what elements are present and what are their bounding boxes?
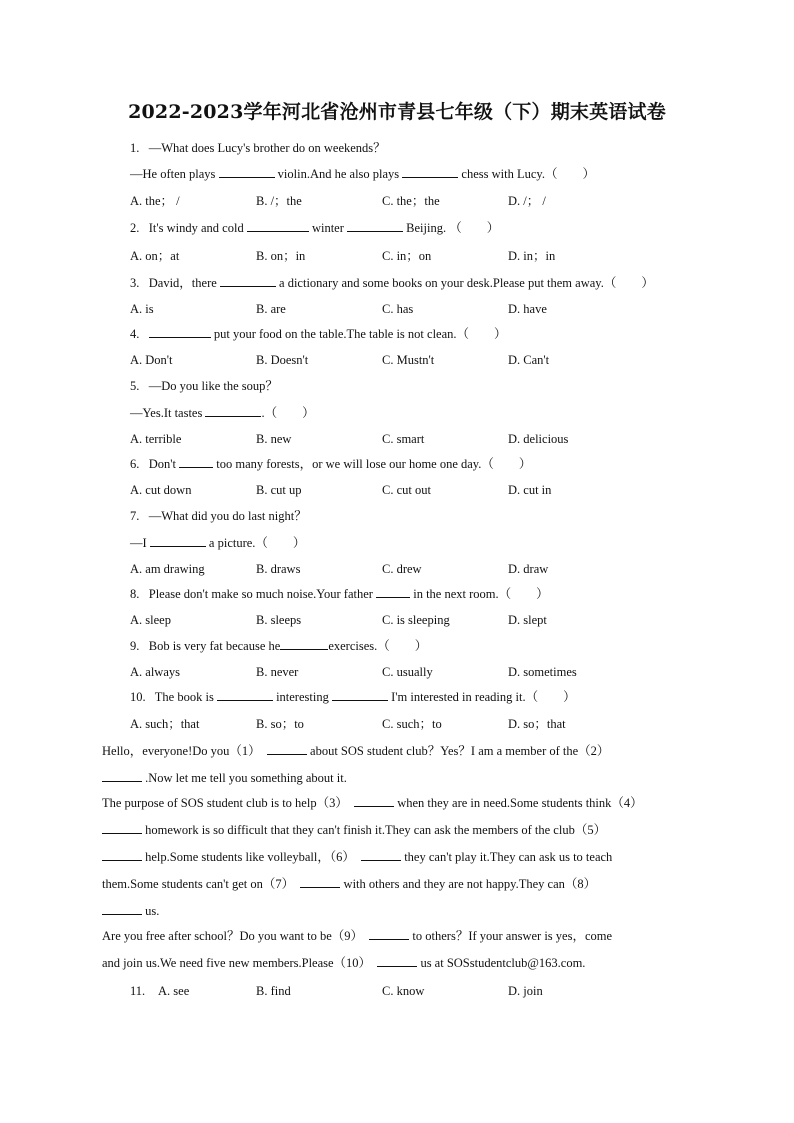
question-9-stem [130,638,427,654]
option-d: D. /； / [508,194,546,208]
question-text: .（ ） [261,406,315,420]
question-number: 4. [130,327,140,341]
option-c: C. cut out [382,483,431,497]
question-number: 6. [130,457,140,471]
option-d: D. in；in [508,249,556,263]
question-text: Beijing. （ ） [406,221,500,235]
option-b: B. on；in [256,249,306,263]
option-c: C. has [382,302,414,316]
passage-text: about SOS student club？Yes？I am a member of the（2） [310,744,610,758]
option-c: C. usually [382,665,433,679]
answer-blank [402,166,458,178]
question-text: winter [311,221,344,235]
option-c: C. in；on [382,249,432,263]
answer-blank [102,849,142,861]
question-text: Bob is very fat because he [148,639,281,653]
passage-text: us. [145,904,160,918]
question-number: 2. [130,221,140,235]
question-text: Please don't make so much noise.Your father [148,587,373,601]
answer-blank [376,586,410,598]
option-d: D. Can't [508,353,550,367]
question-6-stem [130,456,531,472]
passage-text: with others and they are not happy.They can（8） [343,877,597,891]
question-number: 8. [130,587,140,601]
question-text: —Yes.It tastes [130,406,203,420]
passage-line [102,955,585,971]
passage-line [102,928,612,944]
question-text: —Do you like the soup？ [148,379,278,393]
option-a: A. see [158,984,190,998]
option-d: D. sometimes [508,665,577,679]
answer-blank [220,275,276,287]
answer-blank [150,535,206,547]
option-d: D. join [508,984,543,998]
question-number: 9. [130,639,140,653]
option-b: B. draws [256,562,301,576]
option-a: A. on；at [130,249,180,263]
option-a: A. always [130,665,180,679]
answer-blank [369,928,409,940]
question-text: The book is [154,690,214,704]
question-text: a picture.（ ） [208,536,306,550]
question-text: I'm interested in reading it.（ ） [391,690,576,704]
answer-blank [267,743,307,755]
question-2-stem [130,220,499,236]
passage-text: us at SOSstudentclub@163.com. [420,956,586,970]
exam-title: 2022-2023学年河北省沧州市青县七年级（下）期末英语试卷 [128,101,666,123]
answer-blank [149,326,211,338]
answer-blank [280,638,328,650]
question-number: 10. [130,690,146,704]
option-a: A. sleep [130,613,171,627]
passage-text: Hello，everyone!Do you（1） [102,744,261,758]
question-text: —What does Lucy's brother do on weekends？ [148,141,386,155]
question-text: interesting [276,690,329,704]
answer-blank [217,689,273,701]
question-text: Don't [148,457,177,471]
option-c: C. know [382,984,425,998]
passage-line [102,822,606,838]
passage-text: Are you free after school？Do you want to be（9） [102,929,364,943]
option-b: B. sleeps [256,613,302,627]
passage-text: when they are in need.Some students think（4） [397,796,643,810]
passage-line [102,903,159,919]
passage-line [102,770,347,786]
question-1-line-2 [130,166,595,182]
question-text: —What did you do last night？ [148,509,307,523]
answer-blank [205,405,261,417]
question-7-stem [130,508,307,524]
passage-line [102,795,643,811]
question-11-number: 11. [130,984,146,998]
passage-text: help.Some students like volleyball，（6） [145,850,355,864]
option-d: D. delicious [508,432,569,446]
option-c: C. Mustn't [382,353,435,367]
answer-blank [102,903,142,915]
passage-text: .Now let me tell you something about it. [145,771,347,785]
question-10-stem [130,689,576,705]
option-b: B. never [256,665,299,679]
option-d: D. cut in [508,483,552,497]
question-5-stem [130,378,278,394]
option-b: B. are [256,302,286,316]
passage-text: they can't play it.They can ask us to teach [404,850,613,864]
question-text: It's windy and cold [148,221,244,235]
question-number: 7. [130,509,140,523]
question-text: —He often plays [130,167,216,181]
option-b: B. so；to [256,717,304,731]
question-text: —I [130,536,147,550]
answer-blank [247,220,309,232]
answer-blank [102,822,142,834]
question-text: put your food on the table.The table is not clean.（ ） [213,327,507,341]
option-d: D. have [508,302,547,316]
option-d: D. draw [508,562,549,576]
option-d: D. so；that [508,717,566,731]
option-d: D. slept [508,613,547,627]
option-c: C. drew [382,562,422,576]
question-number: 1. [130,141,140,155]
question-7-line-2 [130,535,305,551]
answer-blank [102,770,142,782]
question-1-stem [130,140,386,156]
answer-blank [354,795,394,807]
answer-blank [347,220,403,232]
question-4-stem [130,326,507,342]
option-a: A. am drawing [130,562,205,576]
question-text: violin.And he also plays [277,167,400,181]
passage-line [102,876,596,892]
option-b: B. Doesn't [256,353,309,367]
passage-text: and join us.We need five new members.Please（10） [102,956,372,970]
question-text: exercises.（ ） [328,639,428,653]
question-3-stem [130,275,654,291]
answer-blank [361,849,401,861]
option-b: B. /；the [256,194,302,208]
question-number: 3. [130,276,140,290]
option-c: C. the；the [382,194,440,208]
passage-text: homework is so difficult that they can't finish it.They can ask the members of the club（5） [145,823,607,837]
question-text: a dictionary and some books on your desk.Please put them away.（ ） [279,276,654,290]
passage-line [102,849,612,865]
question-text: David，there [148,276,217,290]
option-a: A. Don't [130,353,173,367]
option-c: C. smart [382,432,425,446]
passage-text: them.Some students can't get on（7） [102,877,295,891]
answer-blank [332,689,388,701]
option-b: B. new [256,432,292,446]
passage-text: The purpose of SOS student club is to help（3） [102,796,348,810]
option-a: A. cut down [130,483,192,497]
answer-blank [377,955,417,967]
question-5-line-2 [130,405,315,421]
option-a: A. the； / [130,194,180,208]
question-text: chess with Lucy.（ ） [461,167,595,181]
question-text: too many forests，or we will lose our home one day.（ ） [216,457,532,471]
option-a: A. is [130,302,154,316]
question-number: 5. [130,379,140,393]
answer-blank [219,166,275,178]
answer-blank [179,456,213,468]
answer-blank [300,876,340,888]
option-b: B. cut up [256,483,302,497]
question-8-stem [130,586,549,602]
option-c: C. such；to [382,717,442,731]
option-a: A. such；that [130,717,200,731]
option-c: C. is sleeping [382,613,450,627]
option-a: A. terrible [130,432,182,446]
passage-line [102,743,609,759]
option-b: B. find [256,984,291,998]
question-text: in the next room.（ ） [413,587,549,601]
passage-text: to others？If your answer is yes，come [412,929,613,943]
